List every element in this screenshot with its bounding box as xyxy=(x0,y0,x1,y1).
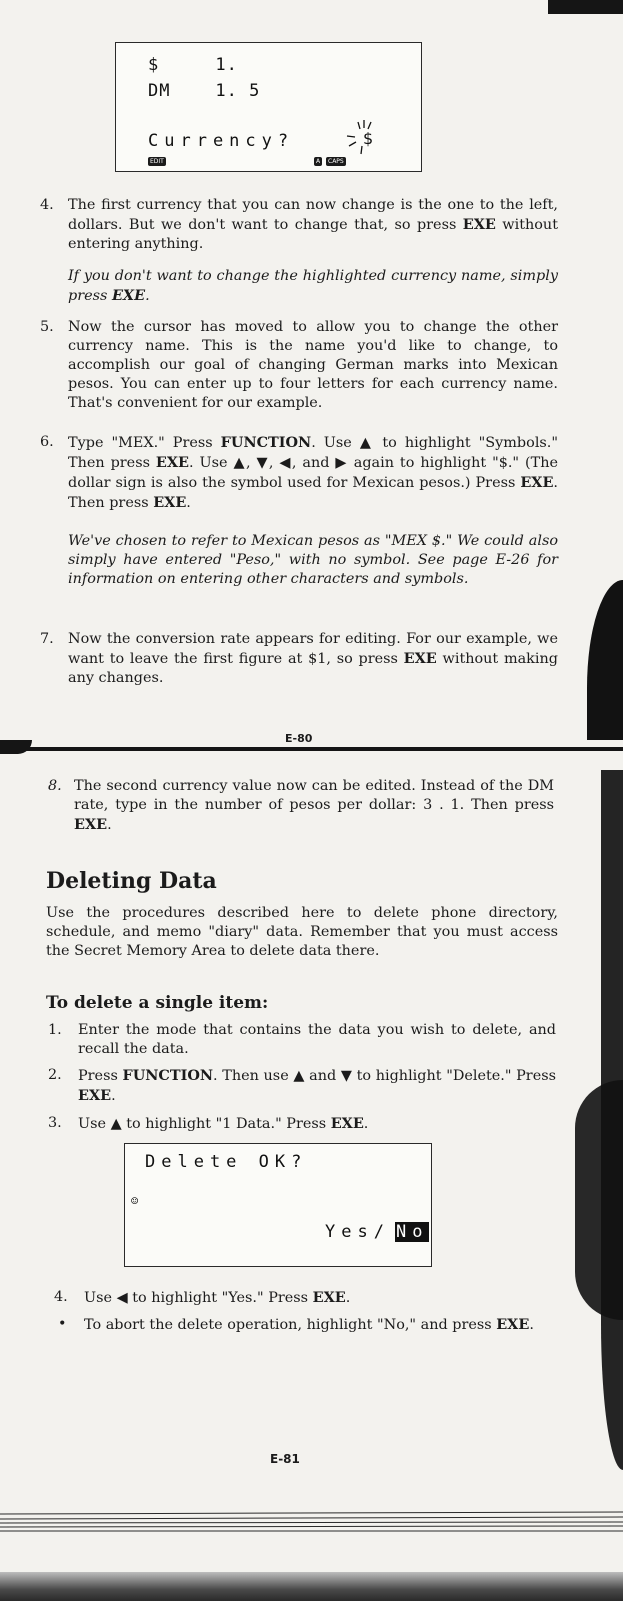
lcd-yes-option: Yes/ xyxy=(325,1222,390,1242)
step-4-text: Use ◀ to highlight "Yes." Press EXE. xyxy=(84,1289,351,1306)
caps-indicator: CAPS xyxy=(328,158,344,165)
lcd-delete-prompt: Delete OK? xyxy=(145,1152,308,1172)
binding-shadow-mid xyxy=(575,1080,623,1320)
scan-edge-dark xyxy=(0,1572,623,1601)
step-1-text: Enter the mode that contains the data you wish to delete, and recall the data. xyxy=(78,1022,556,1057)
item-6-number: 6. xyxy=(40,434,54,450)
bullet-marker: • xyxy=(58,1316,67,1332)
lcd-smiley-icon: ☺ xyxy=(131,1194,140,1208)
lcd-currency-screen xyxy=(115,42,422,172)
step-2-text: Press FUNCTION. Then use ▲ and ▼ to highlight "Delete." Press EXE. xyxy=(78,1067,556,1104)
item-7-number: 7. xyxy=(40,631,54,647)
flashing-symbol-icon xyxy=(341,119,391,159)
subheading-delete-single: To delete a single item: xyxy=(46,993,269,1013)
scan-edge-lines xyxy=(0,1510,623,1534)
section-intro: Use the procedures described here to delete phone directory, schedule, and memo "diary" data. Remember that you must access the Secret Memory Area to delete data there. xyxy=(46,905,558,959)
page-corner-shadow xyxy=(0,740,32,754)
item-8-text: The second currency value now can be edited. Instead of the DM rate, type in the number of pesos per dollar: 3 . 1. Then press EXE. xyxy=(74,778,554,833)
lcd-line-dollar: $ 1. xyxy=(148,55,238,75)
bullet-abort-text: To abort the delete operation, highlight "No," and press EXE. xyxy=(84,1316,534,1333)
item-5-text: Now the cursor has moved to allow you to change the other currency name. This is the name you'd like to change, to accomplish our goal of changing German marks into Mexican pesos. You can enter up to four letters for each currency name. That's convenient for our example. xyxy=(68,319,558,411)
page-divider xyxy=(0,747,623,751)
flashing-dollar: $ xyxy=(363,129,374,148)
lcd-prompt-currency: Currency? xyxy=(148,131,295,151)
page-number-e80: E-80 xyxy=(285,732,313,745)
step-1-number: 1. xyxy=(48,1022,62,1038)
top-corner-edge xyxy=(548,0,623,14)
item-4-text: The first currency that you can now change is the one to the left, dollars. But we don't want to change that, so press EXE without entering anything. xyxy=(68,197,558,252)
item-5-number: 5. xyxy=(40,319,54,335)
note-mex-dollar: We've chosen to refer to Mexican pesos as "MEX $." We could also simply have entered "Peso," with no symbol. See page E-26 for information on entering other characters and symbols. xyxy=(68,533,558,587)
step-2-number: 2. xyxy=(48,1067,62,1083)
a-indicator: A xyxy=(316,158,321,165)
lcd-line-dm: DM 1. 5 xyxy=(148,81,261,101)
item-8-number: 8. xyxy=(48,778,62,794)
lcd-no-option: No xyxy=(396,1222,429,1242)
lcd-delete-confirm xyxy=(124,1143,432,1267)
item-6-text: Type "MEX." Press FUNCTION. Use ▲ to highlight "Symbols." Then press EXE. Use ▲, ▼, ◀, and ▶ again to highlight "$." (The dollar sign is also the symbol used for Mexican pesos.) Press EXE. Then press EXE. xyxy=(68,434,558,511)
edit-indicator: EDIT xyxy=(150,158,164,165)
step-4-number: 4. xyxy=(54,1289,68,1305)
item-7-text: Now the conversion rate appears for editing. For our example, we want to leave the first figure at $1, so press EXE without making any changes. xyxy=(68,631,558,686)
item-4-number: 4. xyxy=(40,197,54,213)
section-heading-deleting-data: Deleting Data xyxy=(46,868,217,894)
page-number-e81: E-81 xyxy=(270,1452,300,1466)
binding-shadow-upper xyxy=(587,580,623,740)
note-currency-name: If you don't want to change the highlighted currency name, simply press EXE. xyxy=(68,268,558,304)
step-3-number: 3. xyxy=(48,1115,62,1131)
step-3-text: Use ▲ to highlight "1 Data." Press EXE. xyxy=(78,1115,369,1132)
